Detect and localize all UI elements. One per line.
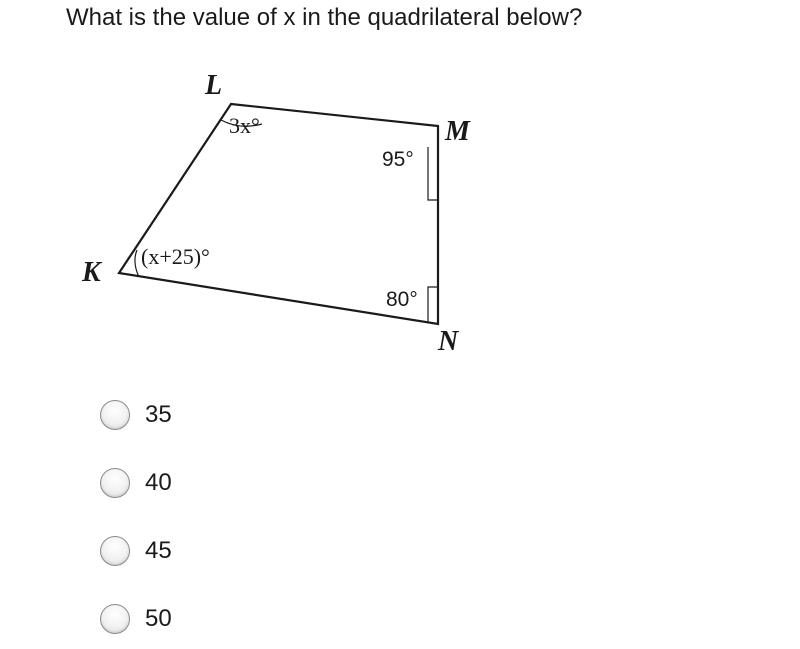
radio-button[interactable] [100,536,130,566]
question-text: What is the value of x in the quadrilateral below? [66,4,583,31]
vertex-label-n: N [438,326,459,357]
vertex-label-l: L [205,70,223,101]
vertex-label-m: M [445,116,470,147]
option-label: 45 [145,537,172,564]
option-label: 35 [145,401,172,428]
option-35[interactable] [100,397,172,433]
angle-arc-k [135,250,139,277]
angle-label-k: (x+25)° [141,244,210,269]
vertex-label-k: K [82,257,101,288]
radio-button[interactable] [100,400,130,430]
radio-button[interactable] [100,468,130,498]
angle-mark-n [428,287,438,322]
angle-label-m: 95° [382,148,414,171]
option-label: 50 [145,605,172,632]
radio-button[interactable] [100,604,130,634]
option-50[interactable] [100,601,172,637]
option-45[interactable] [100,533,172,569]
angle-label-n: 80° [386,288,418,311]
option-label: 40 [145,469,172,496]
option-40[interactable] [100,465,172,501]
angle-label-l: 3x° [229,113,260,138]
angle-mark-m [428,147,438,200]
